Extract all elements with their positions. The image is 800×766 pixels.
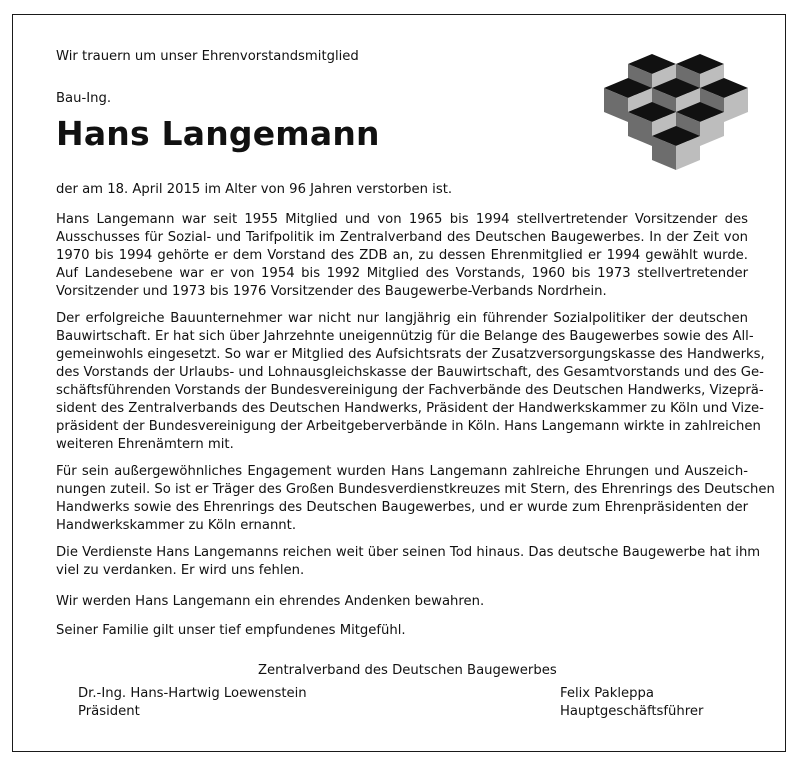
- cube-pattern-logo: [604, 54, 750, 170]
- signatory-1-name: Dr.-Ing. Hans-Hartwig Loewenstein: [78, 686, 307, 701]
- intro-text: Wir trauern um unser Ehrenvorstandsmitglied: [56, 49, 359, 64]
- body-paragraph-1: [56, 211, 748, 301]
- paragraph-line: gemeinwohls eingesetzt. So war er Mitglied des Aufsichtsrats der Zusatzversorgungskasse des Handwerks,: [56, 347, 765, 362]
- paragraph-line: Auf Landesebene war er von 1954 bis 1992 Mitglied des Vorstands, 1960 bis 1973 stellvertretender: [56, 266, 748, 281]
- paragraph-line: schäftsführenden Vorstands der Bundesvereinigung der Fachverbände des Deutschen Handwerks, Vizeprä-: [56, 383, 764, 398]
- paragraph-line: Handwerkskammer zu Köln ernannt.: [56, 518, 297, 533]
- paragraph-line: Die Verdienste Hans Langemanns reichen weit über seinen Tod hinaus. Das deutsche Baugewerbe hat ihm: [56, 545, 761, 560]
- name-prefix: Bau-Ing.: [56, 91, 112, 106]
- paragraph-line: viel zu verdanken. Er wird uns fehlen.: [56, 563, 305, 578]
- paragraph-line: des Vorstands der Urlaubs- und Lohnausgleichskasse der Bauwirtschaft, des Gesamtvorstands und des Ge-: [56, 365, 764, 380]
- body-paragraph-3: [56, 463, 775, 535]
- paragraph-line: Bauwirtschaft. Er hat sich über Jahrzehnte uneigennützig für die Belange des Baugewerbes sowie des All-: [56, 329, 754, 344]
- paragraph-line: Vorsitzender und 1973 bis 1976 Vorsitzender des Baugewerbe-Verbands Nordrhein.: [56, 284, 607, 299]
- signatory-2-name: Felix Pakleppa: [560, 686, 654, 701]
- signatory-1-role: Präsident: [78, 704, 140, 719]
- paragraph-line: Hans Langemann war seit 1955 Mitglied und von 1965 bis 1994 stellvertretender Vorsitzender des: [56, 212, 748, 227]
- body-paragraph-4: [56, 544, 761, 580]
- paragraph-line: Ausschusses für Sozial- und Tarifpolitik im Zentralverband des Deutschen Baugewerbes. In der Zeit von: [56, 230, 748, 245]
- body-paragraph-2: [56, 310, 765, 454]
- paragraph-line: präsident der Bundesvereinigung der Arbeitgeberverbände in Köln. Hans Langemann wirkte in zahlreichen: [56, 419, 761, 434]
- body-paragraph-6: [56, 622, 748, 640]
- signatory-2-role: Hauptgeschäftsführer: [560, 704, 704, 719]
- paragraph-line: Der erfolgreiche Bauunternehmer war nicht nur langjährig ein führender Sozialpolitiker der deutschen: [56, 311, 748, 326]
- paragraph-line: nungen zuteil. So ist er Träger des Großen Bundesverdienstkreuzes mit Stern, des Ehrenrings des Deutschen: [56, 482, 775, 497]
- paragraph-line: weiteren Ehrenämtern mit.: [56, 437, 234, 452]
- organization-name: Zentralverband des Deutschen Baugewerbes: [258, 663, 557, 678]
- paragraph-line: Handwerks sowie des Ehrenrings des Deutschen Baugewerbes, und er wurde zum Ehrenpräsidenten der: [56, 500, 748, 515]
- paragraph-line: sident des Zentralverbands des Deutschen Handwerks, Präsident der Handwerkskammer zu Köln und Vize-: [56, 401, 764, 416]
- paragraph-line: Seiner Familie gilt unser tief empfundenes Mitgefühl.: [56, 623, 406, 638]
- paragraph-line: 1970 bis 1994 gehörte er dem Vorstand des ZDB an, zu dessen Ehrenmitglied er 1994 gewählt wurde.: [56, 248, 748, 263]
- death-line: der am 18. April 2015 im Alter von 96 Jahren verstorben ist.: [56, 182, 453, 197]
- deceased-name: Hans Langemann: [56, 114, 380, 153]
- paragraph-line: Wir werden Hans Langemann ein ehrendes Andenken bewahren.: [56, 594, 485, 609]
- body-paragraph-5: [56, 593, 748, 611]
- paragraph-line: Für sein außergewöhnliches Engagement wurden Hans Langemann zahlreiche Ehrungen und Auszeich-: [56, 464, 748, 479]
